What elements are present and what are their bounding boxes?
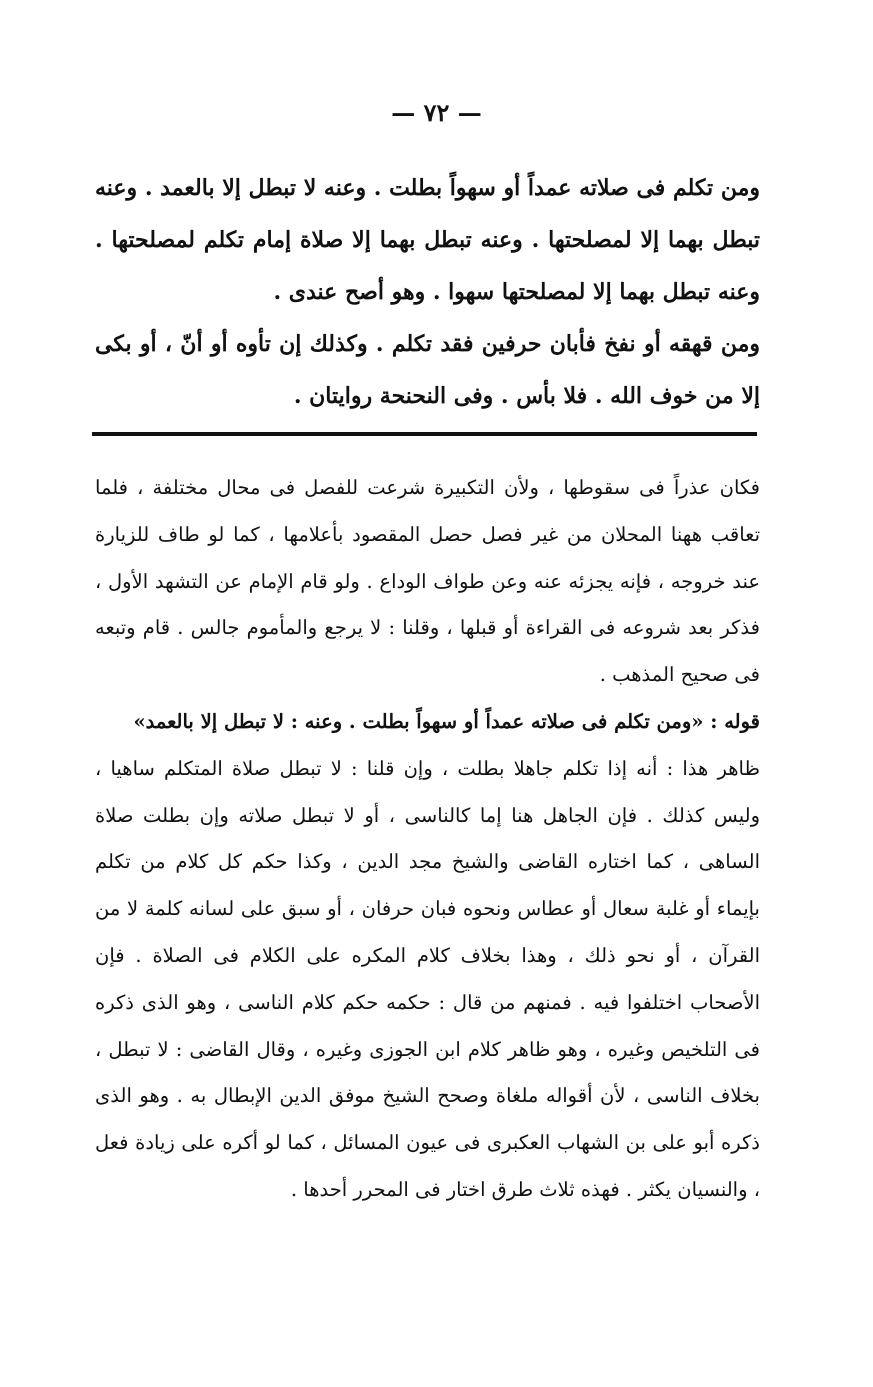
commentary-block: [95, 465, 760, 1214]
main-paragraph: ومن قهقه أو نفخ فأبان حرفين فقد تكلم . وكذلك إن تأوه أو أنّ ، أو بكى إلا من خوف الله . فلا بأس . وفى النحنحة روايتان .: [95, 331, 760, 409]
page-number: — ٧٢ —: [391, 98, 482, 127]
commentary-paragraph: ظاهر هذا : أنه إذا تكلم جاهلا بطلت ، وإن قلنا : لا تبطل صلاة المتكلم ساهيا ، وليس كذلك . فإن الجاهل هنا إما كالناسى ، أو لا تبطل صلاته وإن بطلت صلاة الساهى ، كما اختاره القاضى والشيخ مجد الدين ، وكذا حكم كل كلام من تكلم بإيماء أو غلبة سعال أو عطاس ونحوه فبان حرفان ، أو سبق على لسانه كلمة لا من القرآن ، أو نحو ذلك ، وهذا بخلاف كلام المكره على الكلام فى الصلاة . فإن الأصحاب اختلفوا فيه . فمنهم من قال : حكمه حكم كلام الناسى ، وهو الذى ذكره فى التلخيص وغيره ، وهو ظاهر كلام ابن الجوزى وغيره ، وقال القاضى : لا تبطل ، بخلاف الناسى ، لأن أقواله ملغاة وصحح الشيخ موفق الدين الإبطال به . وهو الذى ذكره أبو على بن الشهاب العكبرى فى عيون المسائل ، كما لو أكره على زيادة فعل ، والنسيان يكثر . فهذه ثلاث طرق اختار فى المحرر أحدها .: [95, 756, 760, 1201]
commentary-paragraph: فكان عذراً فى سقوطها ، ولأن التكبيرة شرعت للفصل فى محال مختلفة ، فلما تعاقب ههنا المحلان من غير فصل حصل المقصود بأعلامها ، كما لو طاف للزيارة عند خروجه ، فإنه يجزئه عنه وعن طواف الوداع . ولو قام الإمام عن التشهد الأول ، فذكر بعد شروعه فى القراءة أو قبلها ، وقلنا : لا يرجع والمأموم جالس . قام وتبعه فى صحيح المذهب .: [95, 476, 760, 687]
section-divider: [92, 432, 757, 436]
commentary-quoted-heading: قوله : «ومن تكلم فى صلاته عمداً أو سهواً بطلت . وعنه : لا تبطل إلا بالعمد»: [133, 709, 760, 733]
main-paragraph: ومن تكلم فى صلاته عمداً أو سهواً بطلت . وعنه لا تبطل إلا بالعمد . وعنه تبطل بهما إلا لمصلحتها . وعنه تبطل بهما إلا صلاة إمام تكلم لمصلحتها . وعنه تبطل بهما إلا لمصلحتها سهوا . وهو أصح عندى .: [95, 175, 760, 305]
main-text-block: [95, 162, 760, 422]
